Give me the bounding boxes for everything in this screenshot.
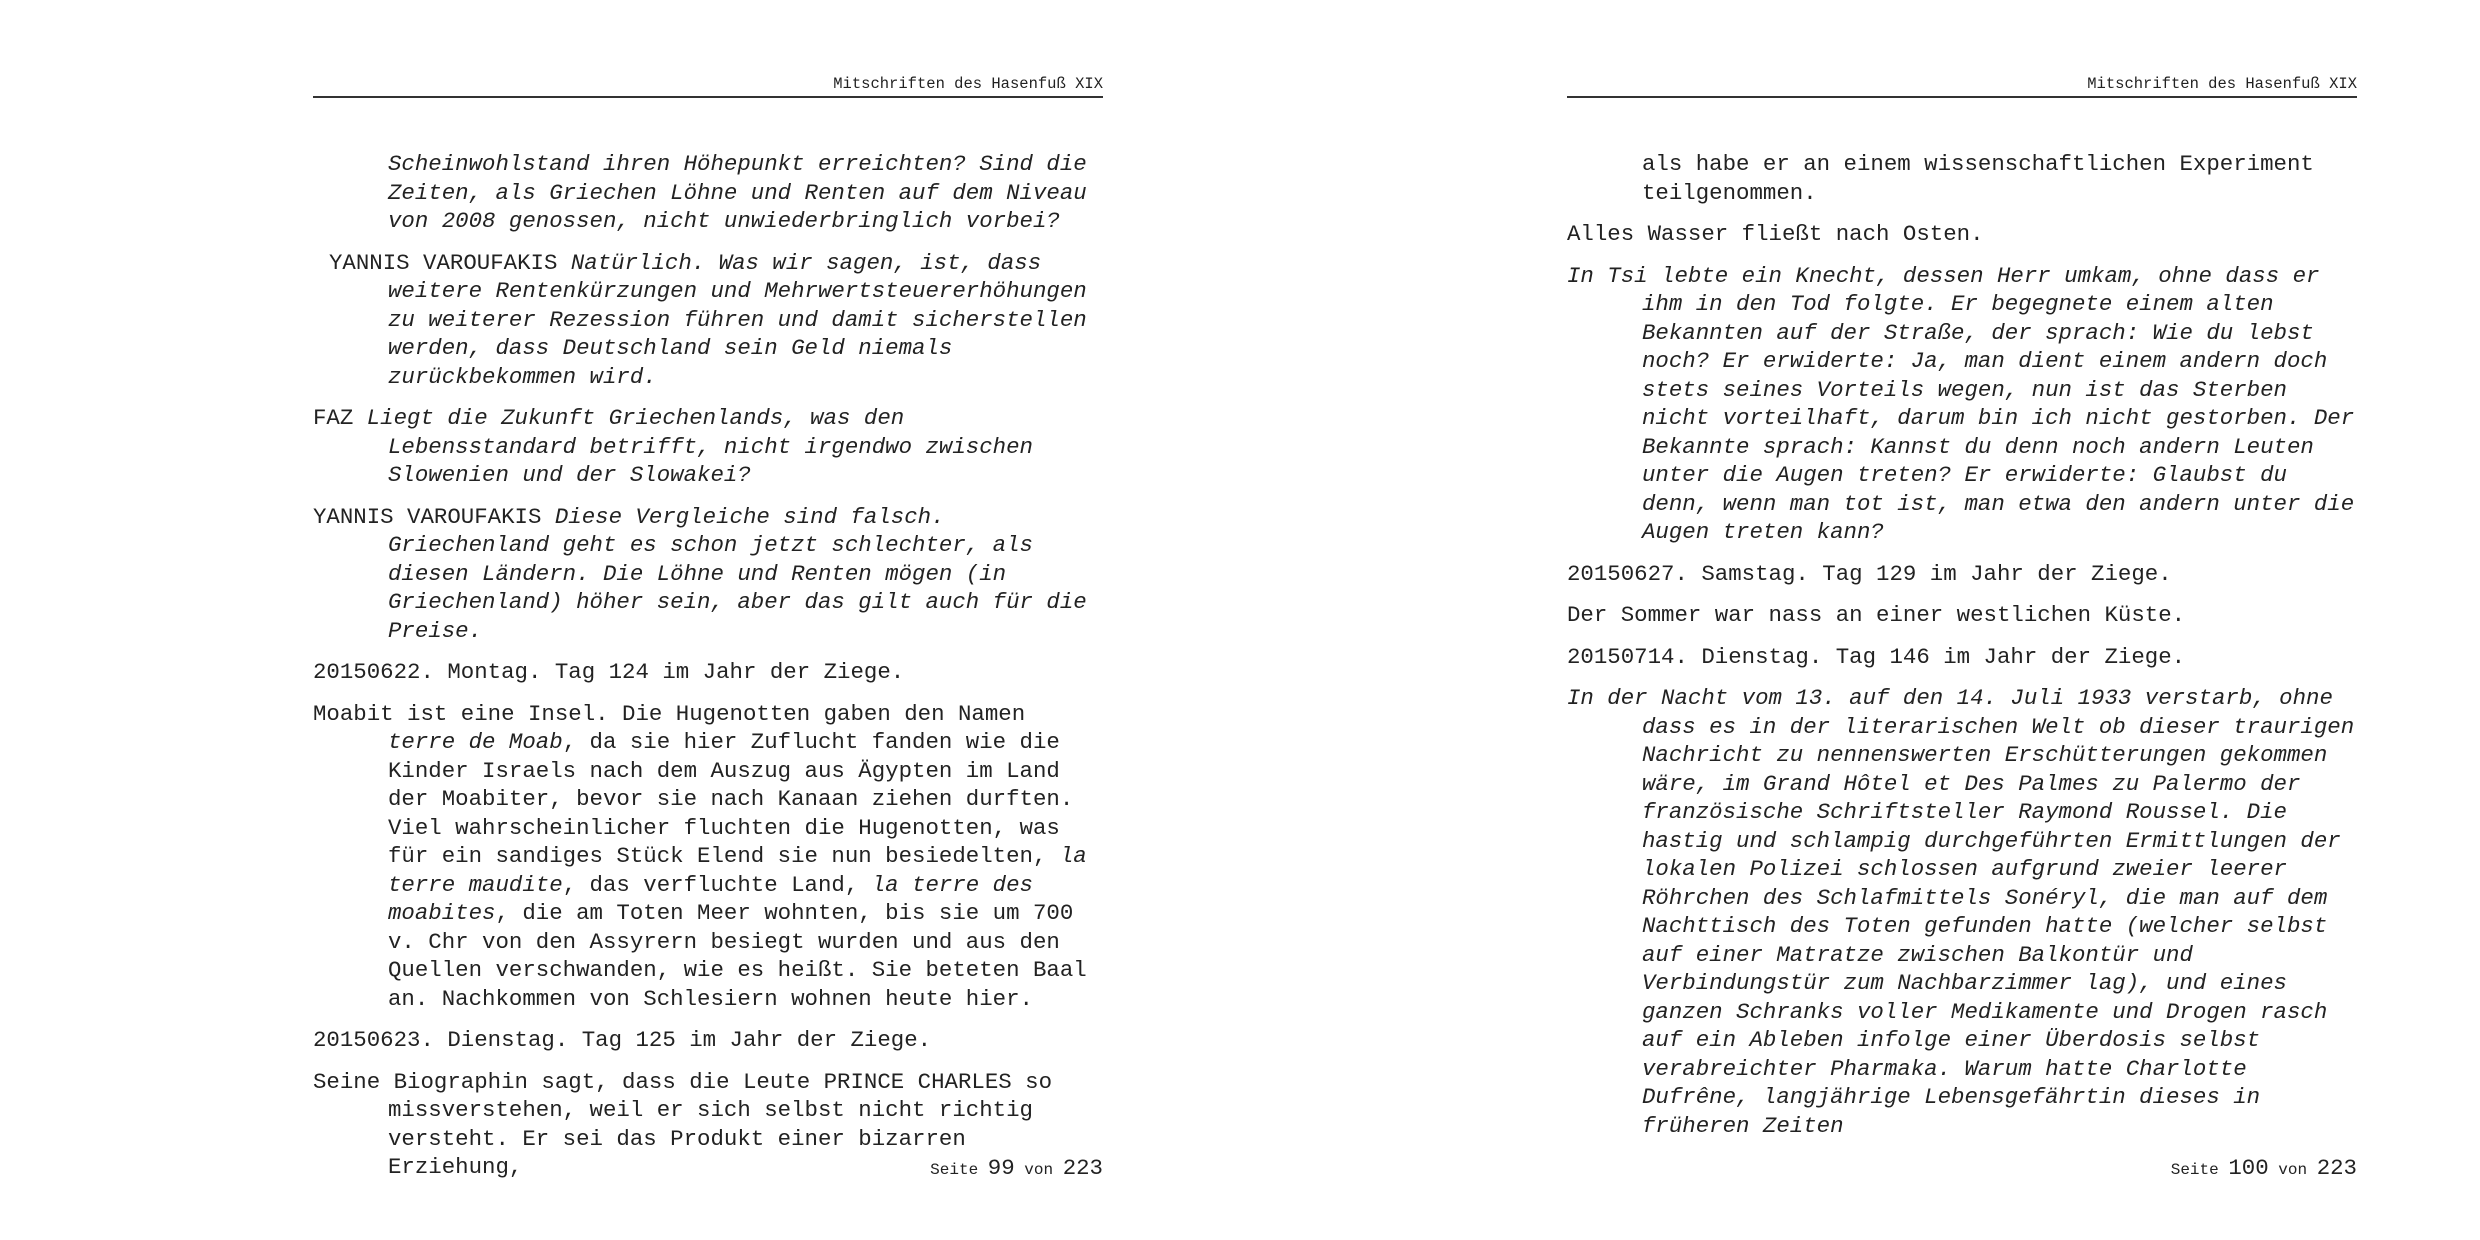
paragraph: Seine Biographin sagt, dass die Leute PRINCE CHARLES so missverstehen, weil er sich selbst nicht richtig versteht. Er sei das Produkt einer bizarren Erziehung,: [313, 1068, 1053, 1180]
date-entry: 20150627. Samstag. Tag 129 im Jahr der Ziege.: [1567, 560, 2172, 587]
page-body: [1567, 150, 2357, 1153]
italic-run: la terre des moabites: [388, 871, 1033, 926]
left-page: [313, 0, 1103, 1240]
text-run: , die am Toten Meer wohnten, bis sie um 700 v. Chr von den Assyrern besiegt wurden und aus den Quellen verschwanden, wie es heißt. Sie beteten Baal an. Nachkommen von Schlesiern wohnen heute hier.: [388, 900, 1087, 1012]
speaker-label: YANNIS VAROUFAKIS: [313, 503, 542, 530]
text-run: , da sie hier Zuflucht fanden wie die Kinder Israels nach dem Auszug aus Ägypten im Land der Moabiter, bevor sie nach Kanaan ziehen durften. Viel wahrscheinlicher fluchten die Hugenotten, was für ein sandiges Stück Elend sie nun besiedelten,: [388, 729, 1074, 869]
answer-text: Natürlich. Was wir sagen, ist, dass weitere Rentenkürzungen und Mehrwertsteuererhöhungen zu weiterer Rezession führen und damit sicherstellen werden, dass Deutschland sein Geld niemals zurückbekommen wird.: [388, 249, 1087, 390]
page-total: 223: [2316, 1155, 2357, 1181]
question-text: Liegt die Zukunft Griechenlands, was den Lebensstandard betrifft, nicht irgendwo zwischen Slowenien und der Slowakei?: [366, 405, 1033, 488]
page-current: 100: [2228, 1155, 2269, 1181]
quote-paragraph: In Tsi lebte ein Knecht, dessen Herr umkam, ohne dass er ihm in den Tod folgte. Er begegnete einem alten Bekannten auf der Straße, der sprach: Wie du lebst noch? Er erwiderte: Ja, man dient einem andern doch stets seines Vorteils wegen, nun ist das Sterben nicht vorteilhaft, darum bin ich nicht gestorben. Der Bekannte sprach: Kannst du denn noch andern Leuten unter die Augen treten? Er erwiderte: Glaubst du denn, wenn man tot ist, man etwa den andern unter die Augen treten kann?: [1567, 262, 2355, 545]
answer-text: Diese Vergleiche sind falsch. Griechenland geht es schon jetzt schlechter, als diesen Ländern. Die Löhne und Renten mögen (in Griechenland) höher sein, aber das gilt auch für die Preise.: [388, 503, 1087, 644]
page-number: [2171, 1154, 2357, 1184]
page-body: [313, 150, 1103, 1195]
seite-word: Seite: [930, 1161, 979, 1179]
page-current: 99: [987, 1155, 1015, 1181]
date-entry: 20150714. Dienstag. Tag 146 im Jahr der Ziege.: [1567, 643, 2186, 670]
interview-answer: [313, 503, 1103, 646]
paragraph: Der Sommer war nass an einer westlichen Küste.: [1567, 602, 2186, 628]
von-word: von: [2278, 1161, 2308, 1179]
page-total: 223: [1062, 1155, 1103, 1181]
page-number: [930, 1154, 1103, 1184]
paragraph: [313, 700, 1103, 1014]
von-word: von: [1024, 1161, 1054, 1179]
paragraph: Alles Wasser fließt nach Osten.: [1567, 221, 1984, 247]
right-page: [1567, 0, 2357, 1240]
running-header: Mitschriften des Hasenfuß XIX: [313, 74, 1103, 98]
text-run: Moabit ist eine Insel. Die Hugenotten gaben den Namen: [313, 700, 1026, 727]
seite-word: Seite: [2170, 1161, 2219, 1179]
speaker-label: YANNIS VAROUFAKIS: [329, 249, 558, 276]
interview-answer: [313, 249, 1103, 392]
paragraph: Scheinwohlstand ihren Höhepunkt erreichten? Sind die Zeiten, als Griechen Löhne und Renten auf dem Niveau von 2008 genossen, nicht unwiederbringlich vorbei?: [388, 151, 1087, 234]
speaker-label: FAZ: [313, 405, 354, 431]
text-run: , das verfluchte Land,: [562, 871, 872, 898]
running-header: Mitschriften des Hasenfuß XIX: [1567, 74, 2357, 98]
date-entry: 20150622. Montag. Tag 124 im Jahr der Ziege.: [313, 659, 905, 685]
italic-run: terre de Moab: [388, 729, 563, 755]
quote-paragraph: In der Nacht vom 13. auf den 14. Juli 1933 verstarb, ohne dass es in der literarischen Welt ob dieser traurigen Nachricht zu nennenswerten Erschütterungen gekommen wäre, im Grand Hôtel et Des Palmes zu Palermo der französische Schriftsteller Raymond Roussel. Die hastig und schlampig durchgeführten Ermittlungen der lokalen Polizei schlossen aufgrund zweier leerer Röhrchen des Schlafmittels Sonéryl, die man auf dem Nachttisch des Toten gefunden hatte (welcher selbst auf einer Matratze zwischen Balkontür und Verbindungstür zum Nachbarzimmer lag), und eines ganzen Schranks voller Medikamente und Drogen rasch auf ein Ableben infolge einer Überdosis selbst verabreichter Pharmaka. Warum hatte Charlotte Dufrêne, langjährige Lebensgefährtin dieses in früheren Zeiten: [1567, 685, 2355, 1139]
italic-run: la terre maudite: [388, 843, 1087, 898]
interview-question: [313, 404, 1103, 490]
paragraph: als habe er an einem wissenschaftlichen Experiment teilgenommen.: [1642, 151, 2314, 206]
date-entry: 20150623. Dienstag. Tag 125 im Jahr der Ziege.: [313, 1027, 932, 1053]
